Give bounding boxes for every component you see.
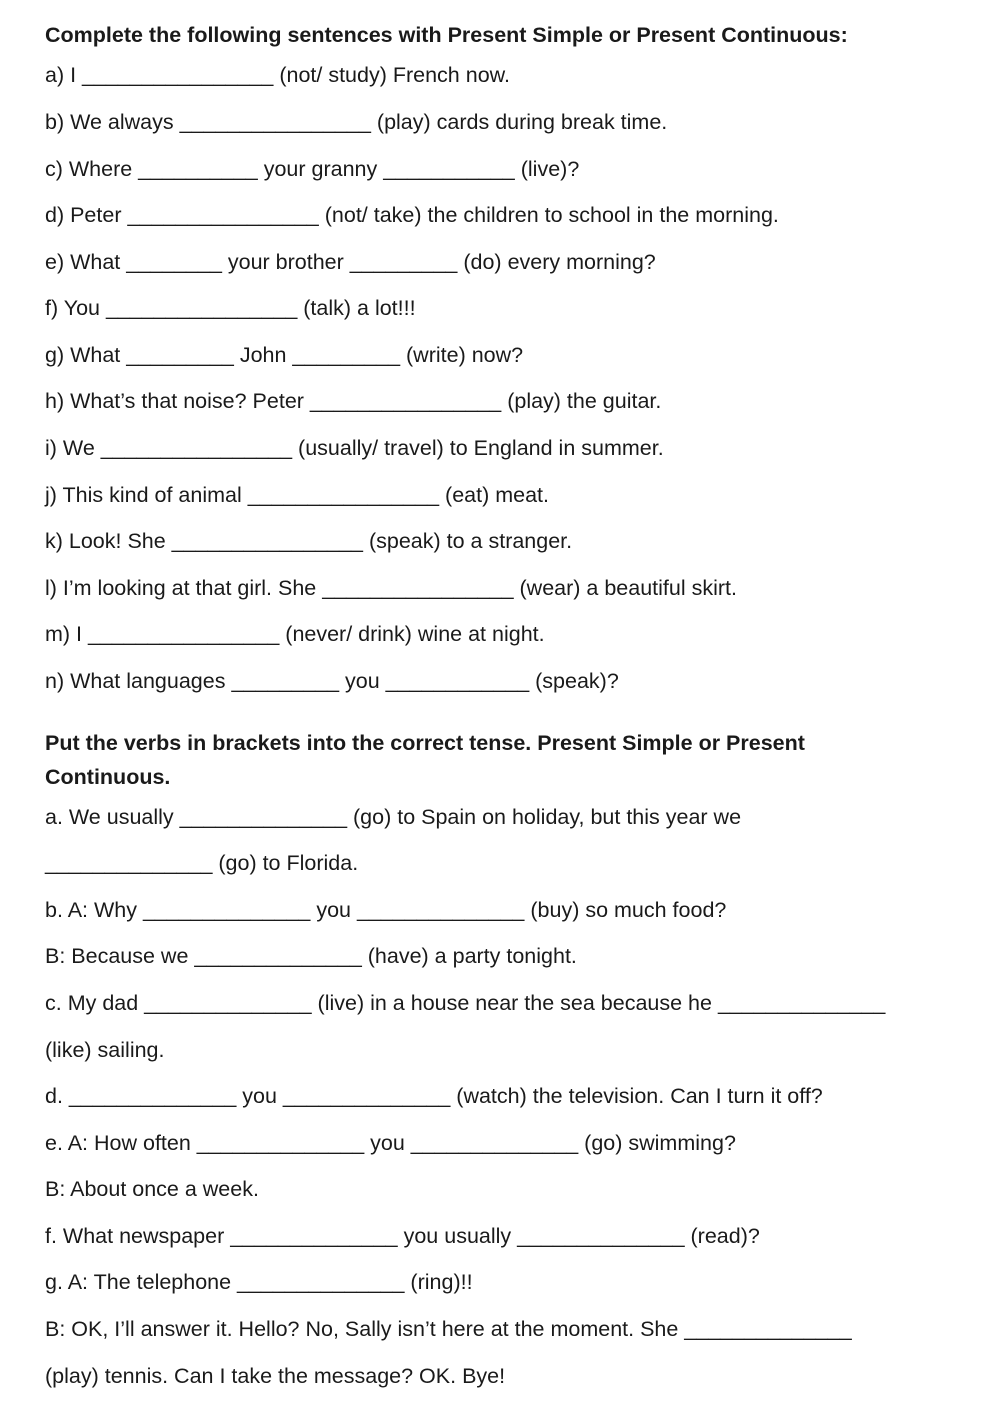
exercise1-line-g: g) What _________ John _________ (write) now? [45,343,524,367]
exercise1-line-a: a) I ________________ (not/ study) French now. [45,63,510,87]
exercise2-line-e1: e. A: How often ______________ you ______________ (go) swimming? [45,1131,736,1155]
exercise2-line-c2: (like) sailing. [45,1038,165,1062]
section1-heading: Complete the following sentences with Present Simple or Present Continuous: [45,23,848,47]
exercise2-line-b1: b. A: Why ______________ you ______________ (buy) so much food? [45,898,727,922]
exercise1-line-m: m) I ________________ (never/ drink) wine at night. [45,622,545,646]
exercise2-line-g3: (play) tennis. Can I take the message? OK. Bye! [45,1364,506,1388]
exercise2-line-b2: B: Because we ______________ (have) a party tonight. [45,944,577,968]
exercise1-line-i: i) We ________________ (usually/ travel) to England in summer. [45,436,664,460]
exercise2-line-a2: ______________ (go) to Florida. [45,851,359,875]
exercise1-line-f: f) You ________________ (talk) a lot!!! [45,296,416,320]
section2-heading-line2: Continuous. [45,765,171,789]
exercise1-line-j: j) This kind of animal ________________ (eat) meat. [45,483,549,507]
exercise1-line-l: l) I’m looking at that girl. She ________________ (wear) a beautiful skirt. [45,576,737,600]
exercise2-line-g2: B: OK, I’ll answer it. Hello? No, Sally isn’t here at the moment. She ______________ [45,1317,852,1341]
exercise1-line-e: e) What ________ your brother _________ (do) every morning? [45,250,656,274]
exercise1-line-n: n) What languages _________ you ____________ (speak)? [45,669,619,693]
exercise2-line-g1: g. A: The telephone ______________ (ring)!! [45,1270,473,1294]
exercise1-line-k: k) Look! She ________________ (speak) to a stranger. [45,529,573,553]
exercise2-line-a1: a. We usually ______________ (go) to Spain on holiday, but this year we [45,805,742,829]
exercise1-line-d: d) Peter ________________ (not/ take) the children to school in the morning. [45,203,779,227]
exercise2-line-e2: B: About once a week. [45,1177,259,1201]
exercise2-line-f: f. What newspaper ______________ you usually ______________ (read)? [45,1224,760,1248]
section2-heading-line1: Put the verbs in brackets into the correct tense. Present Simple or Present [45,731,805,755]
exercise2-line-c1: c. My dad ______________ (live) in a house near the sea because he ______________ [45,991,886,1015]
exercise1-line-c: c) Where __________ your granny ___________ (live)? [45,157,580,181]
exercise1-line-h: h) What’s that noise? Peter ________________ (play) the guitar. [45,389,662,413]
exercise1-line-b: b) We always ________________ (play) cards during break time. [45,110,668,134]
exercise2-line-d: d. ______________ you ______________ (watch) the television. Can I turn it off? [45,1084,823,1108]
